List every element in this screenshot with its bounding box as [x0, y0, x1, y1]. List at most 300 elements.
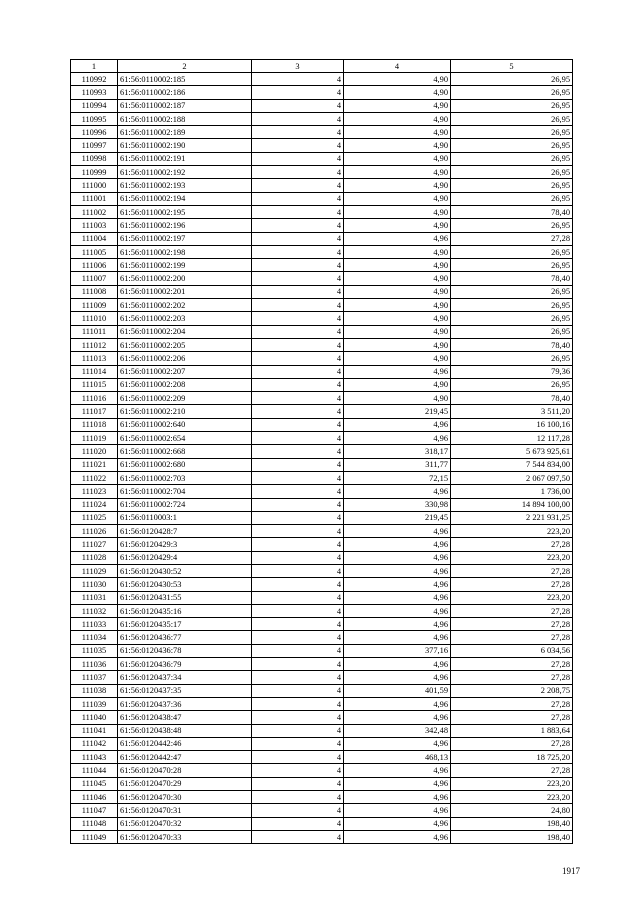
table-cell: 61:56:0120428:7 [118, 525, 252, 538]
table-cell: 4 [252, 604, 344, 617]
table-cell: 4,96 [344, 525, 451, 538]
table-cell: 4,96 [344, 711, 451, 724]
table-cell: 4,96 [344, 551, 451, 564]
table-cell: 27,28 [451, 737, 573, 750]
table-row [71, 578, 573, 591]
table-cell: 4 [252, 432, 344, 445]
table-cell: 26,95 [451, 245, 573, 258]
table-cell: 27,28 [451, 618, 573, 631]
table-cell: 198,40 [451, 817, 573, 830]
table-cell: 111036 [71, 658, 118, 671]
table-cell: 61:56:0120429:3 [118, 538, 252, 551]
table-row [71, 205, 573, 218]
table-row [71, 392, 573, 405]
table-cell: 78,40 [451, 205, 573, 218]
table-cell: 4 [252, 325, 344, 338]
table-cell: 27,28 [451, 697, 573, 710]
table-row [71, 604, 573, 617]
table-cell: 4 [252, 126, 344, 139]
table-cell: 4 [252, 511, 344, 524]
table-cell: 61:56:0110002:210 [118, 405, 252, 418]
table-cell: 26,95 [451, 152, 573, 165]
table-cell: 111047 [71, 804, 118, 817]
table-row [71, 751, 573, 764]
table-cell: 61:56:0110002:209 [118, 392, 252, 405]
table-cell: 61:56:0110002:191 [118, 152, 252, 165]
table-cell: 61:56:0110002:724 [118, 498, 252, 511]
table-cell: 4,90 [344, 392, 451, 405]
table-cell: 1 883,64 [451, 724, 573, 737]
table-cell: 4 [252, 764, 344, 777]
table-cell: 4,90 [344, 152, 451, 165]
table-cell: 111003 [71, 219, 118, 232]
table-cell: 111042 [71, 737, 118, 750]
table-cell: 4,90 [344, 325, 451, 338]
table-cell: 61:56:0120436:77 [118, 631, 252, 644]
table-cell: 61:56:0110002:680 [118, 458, 252, 471]
table-cell: 4,90 [344, 245, 451, 258]
table-cell: 110998 [71, 152, 118, 165]
table-cell: 61:56:0120442:46 [118, 737, 252, 750]
table-cell: 4,96 [344, 604, 451, 617]
table-row [71, 86, 573, 99]
table-cell: 4,90 [344, 272, 451, 285]
column-header: 4 [344, 60, 451, 73]
table-cell: 4 [252, 777, 344, 790]
table-cell: 61:56:0120431:55 [118, 591, 252, 604]
table-cell: 111024 [71, 498, 118, 511]
table-row [71, 564, 573, 577]
table-cell: 72,15 [344, 471, 451, 484]
table-cell: 4,90 [344, 259, 451, 272]
table-cell: 61:56:0110002:207 [118, 365, 252, 378]
table-cell: 4 [252, 471, 344, 484]
table-cell: 26,95 [451, 325, 573, 338]
table-cell: 4 [252, 365, 344, 378]
table-cell: 26,95 [451, 166, 573, 179]
table-cell: 4 [252, 166, 344, 179]
table-row [71, 511, 573, 524]
table-cell: 4 [252, 684, 344, 697]
table-cell: 4,96 [344, 564, 451, 577]
table-cell: 24,80 [451, 804, 573, 817]
table-cell: 61:56:0120429:4 [118, 551, 252, 564]
table-cell: 4,96 [344, 631, 451, 644]
table-cell: 14 894 100,00 [451, 498, 573, 511]
table-cell: 111009 [71, 299, 118, 312]
table-cell: 3 511,20 [451, 405, 573, 418]
table-row [71, 684, 573, 697]
table-cell: 4 [252, 618, 344, 631]
table-row [71, 631, 573, 644]
table-cell: 4 [252, 139, 344, 152]
table-cell: 61:56:0110002:204 [118, 325, 252, 338]
table-cell: 4,96 [344, 591, 451, 604]
table-cell: 110992 [71, 73, 118, 86]
table-cell: 4 [252, 697, 344, 710]
table-cell: 111039 [71, 697, 118, 710]
table-cell: 4 [252, 392, 344, 405]
table-body [71, 73, 573, 844]
data-table [70, 59, 573, 844]
table-cell: 4 [252, 378, 344, 391]
table-cell: 111033 [71, 618, 118, 631]
table-cell: 61:56:0120438:47 [118, 711, 252, 724]
table-cell: 61:56:0110002:192 [118, 166, 252, 179]
table-cell: 4,90 [344, 73, 451, 86]
table-cell: 4,90 [344, 285, 451, 298]
table-row [71, 432, 573, 445]
table-cell: 4 [252, 99, 344, 112]
table-cell: 61:56:0110002:201 [118, 285, 252, 298]
table-row [71, 139, 573, 152]
table-cell: 4,96 [344, 578, 451, 591]
table-cell: 110994 [71, 99, 118, 112]
table-cell: 26,95 [451, 99, 573, 112]
table-cell: 4 [252, 658, 344, 671]
table-cell: 4 [252, 551, 344, 564]
table-cell: 61:56:0120442:47 [118, 751, 252, 764]
table-cell: 111026 [71, 525, 118, 538]
table-cell: 111025 [71, 511, 118, 524]
table-cell: 4,96 [344, 418, 451, 431]
table-cell: 4,96 [344, 697, 451, 710]
table-cell: 12 117,28 [451, 432, 573, 445]
table-row [71, 764, 573, 777]
table-cell: 4,90 [344, 139, 451, 152]
table-cell: 4,90 [344, 99, 451, 112]
table-cell: 4,96 [344, 817, 451, 830]
table-cell: 5 673 925,61 [451, 445, 573, 458]
table-cell: 26,95 [451, 285, 573, 298]
table-cell: 4 [252, 86, 344, 99]
table-row [71, 471, 573, 484]
table-row [71, 804, 573, 817]
table-cell: 111020 [71, 445, 118, 458]
table-cell: 2 208,75 [451, 684, 573, 697]
table-cell: 4,96 [344, 432, 451, 445]
table-cell: 4 [252, 817, 344, 830]
table-cell: 61:56:0110002:188 [118, 112, 252, 125]
table-row [71, 232, 573, 245]
table-cell: 4,96 [344, 538, 451, 551]
table-cell: 4,90 [344, 86, 451, 99]
table-cell: 61:56:0110002:187 [118, 99, 252, 112]
table-row [71, 551, 573, 564]
table-cell: 111015 [71, 378, 118, 391]
table-cell: 4 [252, 804, 344, 817]
table-row [71, 817, 573, 830]
table-row [71, 791, 573, 804]
table-cell: 4,96 [344, 658, 451, 671]
table-cell: 26,95 [451, 352, 573, 365]
table-cell: 4 [252, 830, 344, 843]
table-cell: 16 100,16 [451, 418, 573, 431]
table-cell: 4 [252, 445, 344, 458]
table-cell: 4 [252, 498, 344, 511]
table-cell: 111035 [71, 644, 118, 657]
table-cell: 26,95 [451, 259, 573, 272]
table-cell: 4,96 [344, 737, 451, 750]
table-cell: 61:56:0110002:194 [118, 192, 252, 205]
table-cell: 219,45 [344, 405, 451, 418]
table-cell: 4,90 [344, 205, 451, 218]
table-cell: 4 [252, 192, 344, 205]
table-cell: 111019 [71, 432, 118, 445]
table-cell: 311,77 [344, 458, 451, 471]
table-cell: 26,95 [451, 126, 573, 139]
table-cell: 111031 [71, 591, 118, 604]
table-cell: 78,40 [451, 272, 573, 285]
table-cell: 61:56:0110002:199 [118, 259, 252, 272]
table-cell: 61:56:0110002:190 [118, 139, 252, 152]
table-cell: 111021 [71, 458, 118, 471]
table-cell: 111017 [71, 405, 118, 418]
table-cell: 111043 [71, 751, 118, 764]
table-row [71, 658, 573, 671]
table-row [71, 73, 573, 86]
table-row [71, 445, 573, 458]
table-cell: 4,90 [344, 312, 451, 325]
table-row [71, 259, 573, 272]
table-cell: 61:56:0120435:17 [118, 618, 252, 631]
table-cell: 4 [252, 724, 344, 737]
table-cell: 4 [252, 312, 344, 325]
table-cell: 111001 [71, 192, 118, 205]
column-header: 1 [71, 60, 118, 73]
table-cell: 18 725,20 [451, 751, 573, 764]
table-cell: 342,48 [344, 724, 451, 737]
table-cell: 110996 [71, 126, 118, 139]
table-cell: 26,95 [451, 219, 573, 232]
table-row [71, 498, 573, 511]
table-row [71, 179, 573, 192]
table-row [71, 112, 573, 125]
table-cell: 26,95 [451, 112, 573, 125]
table-cell: 223,20 [451, 591, 573, 604]
table-cell: 4 [252, 285, 344, 298]
table-cell: 111034 [71, 631, 118, 644]
table-cell: 4,90 [344, 126, 451, 139]
table-cell: 4,96 [344, 365, 451, 378]
table-cell: 111045 [71, 777, 118, 790]
table-cell: 111028 [71, 551, 118, 564]
table-cell: 61:56:0110002:703 [118, 471, 252, 484]
table-cell: 111012 [71, 338, 118, 351]
table-cell: 110999 [71, 166, 118, 179]
table-cell: 4 [252, 578, 344, 591]
table-cell: 223,20 [451, 551, 573, 564]
table-cell: 4 [252, 564, 344, 577]
table-cell: 61:56:0120436:79 [118, 658, 252, 671]
table-cell: 61:56:0110002:206 [118, 352, 252, 365]
table-cell: 111027 [71, 538, 118, 551]
table-cell: 223,20 [451, 525, 573, 538]
table-cell: 61:56:0110002:193 [118, 179, 252, 192]
table-cell: 4 [252, 791, 344, 804]
table-cell: 377,16 [344, 644, 451, 657]
table-cell: 6 034,56 [451, 644, 573, 657]
table-cell: 27,28 [451, 671, 573, 684]
table-row [71, 777, 573, 790]
table-cell: 4,90 [344, 352, 451, 365]
table-cell: 318,17 [344, 445, 451, 458]
table-cell: 61:56:0120437:36 [118, 697, 252, 710]
page-number: 1917 [562, 866, 580, 876]
table-cell: 4,96 [344, 618, 451, 631]
table-cell: 111011 [71, 325, 118, 338]
table-row [71, 312, 573, 325]
table-cell: 4 [252, 711, 344, 724]
table-cell: 111014 [71, 365, 118, 378]
table-cell: 330,98 [344, 498, 451, 511]
table-cell: 4,90 [344, 192, 451, 205]
table-cell: 27,28 [451, 538, 573, 551]
table-row [71, 458, 573, 471]
table-cell: 219,45 [344, 511, 451, 524]
table-cell: 61:56:0110002:205 [118, 338, 252, 351]
table-cell: 26,95 [451, 312, 573, 325]
table-cell: 4,90 [344, 338, 451, 351]
table-cell: 4,96 [344, 791, 451, 804]
table-cell: 4 [252, 737, 344, 750]
table-cell: 4 [252, 232, 344, 245]
table-cell: 26,95 [451, 378, 573, 391]
table-cell: 223,20 [451, 777, 573, 790]
table-cell: 111040 [71, 711, 118, 724]
table-cell: 26,95 [451, 299, 573, 312]
table-cell: 4 [252, 338, 344, 351]
table-row [71, 644, 573, 657]
table-row [71, 219, 573, 232]
table-cell: 7 544 834,00 [451, 458, 573, 471]
table-cell: 4,90 [344, 378, 451, 391]
table-cell: 26,95 [451, 86, 573, 99]
table-cell: 111032 [71, 604, 118, 617]
table-cell: 61:56:0120438:48 [118, 724, 252, 737]
table-cell: 111010 [71, 312, 118, 325]
table-cell: 61:56:0120430:52 [118, 564, 252, 577]
table-cell: 111030 [71, 578, 118, 591]
table-cell: 61:56:0120470:29 [118, 777, 252, 790]
table-cell: 223,20 [451, 791, 573, 804]
table-cell: 4 [252, 272, 344, 285]
table-row [71, 538, 573, 551]
table-cell: 4 [252, 644, 344, 657]
table-cell: 4,90 [344, 166, 451, 179]
table-cell: 4,96 [344, 764, 451, 777]
table-cell: 4 [252, 525, 344, 538]
table-cell: 27,28 [451, 764, 573, 777]
table-cell: 26,95 [451, 139, 573, 152]
table-row [71, 618, 573, 631]
table-row [71, 485, 573, 498]
table-row [71, 697, 573, 710]
table-row [71, 325, 573, 338]
table-cell: 27,28 [451, 658, 573, 671]
table-cell: 111016 [71, 392, 118, 405]
table-row [71, 724, 573, 737]
table-cell: 61:56:0120470:32 [118, 817, 252, 830]
table-row [71, 272, 573, 285]
table-cell: 61:56:0120470:30 [118, 791, 252, 804]
table-cell: 26,95 [451, 73, 573, 86]
table-cell: 61:56:0110002:189 [118, 126, 252, 139]
table-cell: 111044 [71, 764, 118, 777]
column-header: 2 [118, 60, 252, 73]
table-cell: 61:56:0110002:668 [118, 445, 252, 458]
table-cell: 4,96 [344, 777, 451, 790]
table-cell: 111041 [71, 724, 118, 737]
table-cell: 4,96 [344, 485, 451, 498]
table-cell: 61:56:0110002:208 [118, 378, 252, 391]
table-cell: 27,28 [451, 604, 573, 617]
table-cell: 61:56:0110002:198 [118, 245, 252, 258]
table-row [71, 166, 573, 179]
table-cell: 61:56:0110002:704 [118, 485, 252, 498]
table-cell: 78,40 [451, 338, 573, 351]
table-cell: 4,90 [344, 112, 451, 125]
table-cell: 4 [252, 631, 344, 644]
table-cell: 61:56:0120435:16 [118, 604, 252, 617]
table-cell: 401,59 [344, 684, 451, 697]
table-cell: 110997 [71, 139, 118, 152]
table-row [71, 525, 573, 538]
table-row [71, 378, 573, 391]
table-cell: 111029 [71, 564, 118, 577]
table-cell: 61:56:0120430:53 [118, 578, 252, 591]
table-cell: 4 [252, 205, 344, 218]
table-cell: 468,13 [344, 751, 451, 764]
table-row [71, 126, 573, 139]
table-cell: 111046 [71, 791, 118, 804]
table-cell: 61:56:0110002:200 [118, 272, 252, 285]
table-cell: 61:56:0120470:28 [118, 764, 252, 777]
table-cell: 61:56:0110002:195 [118, 205, 252, 218]
table-cell: 61:56:0110002:203 [118, 312, 252, 325]
table-cell: 198,40 [451, 830, 573, 843]
table-cell: 111004 [71, 232, 118, 245]
table-cell: 79,36 [451, 365, 573, 378]
table-cell: 61:56:0120436:78 [118, 644, 252, 657]
table-cell: 27,28 [451, 578, 573, 591]
table-cell: 111049 [71, 830, 118, 843]
table-row [71, 299, 573, 312]
table-cell: 61:56:0120437:35 [118, 684, 252, 697]
table-cell: 4,96 [344, 671, 451, 684]
table-cell: 61:56:0110002:202 [118, 299, 252, 312]
table-cell: 111000 [71, 179, 118, 192]
table-cell: 4 [252, 73, 344, 86]
table-row [71, 99, 573, 112]
table-cell: 4,96 [344, 232, 451, 245]
table-cell: 27,28 [451, 631, 573, 644]
table-cell: 4 [252, 352, 344, 365]
table-row [71, 671, 573, 684]
table-cell: 27,28 [451, 711, 573, 724]
table-cell: 26,95 [451, 179, 573, 192]
table-cell: 61:56:0110002:640 [118, 418, 252, 431]
table-row [71, 192, 573, 205]
table-row [71, 245, 573, 258]
table-cell: 111008 [71, 285, 118, 298]
table-cell: 111007 [71, 272, 118, 285]
table-cell: 61:56:0120437:34 [118, 671, 252, 684]
header-row [71, 60, 573, 73]
table-cell: 110995 [71, 112, 118, 125]
table-cell: 111013 [71, 352, 118, 365]
table-cell: 4 [252, 259, 344, 272]
